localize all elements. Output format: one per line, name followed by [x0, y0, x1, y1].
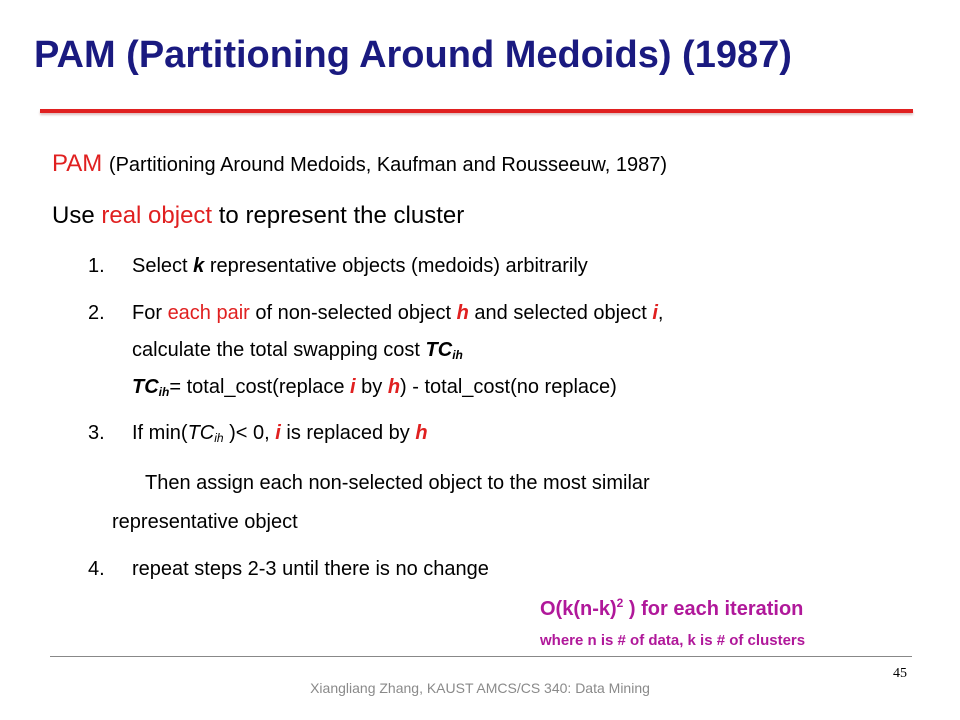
- title-underline: [40, 109, 913, 113]
- complexity-note: where n is # of data, k is # of clusters: [540, 632, 806, 649]
- step-3-line-1: If $\min(TC_{ih}$ )< 0, i is replaced by h: [132, 422, 428, 445]
- pam-description: (Partitioning Around Medoids, Kaufman and Rousseeuw, 1987): [108, 154, 668, 176]
- intro-use-line: [52, 202, 464, 230]
- step-3-then-line-2: representative object: [112, 511, 298, 533]
- complexity-line: $O(k(n-k)^2$ ) for each iteration: [540, 596, 804, 620]
- use-before: Use: [52, 202, 102, 229]
- slide-title: PAM (Partitioning Around Medoids) (1987): [34, 34, 792, 76]
- step-4-number: 4.: [88, 558, 105, 580]
- step-3-then-line-1: Then assign each non-selected object to the most similar: [145, 472, 650, 494]
- step-1-text: Select k representative objects (medoids) arbitrarily: [132, 255, 588, 277]
- intro-pam-line: [52, 150, 667, 178]
- step-2-number: 2.: [88, 302, 105, 324]
- footer-text: Xiangliang Zhang, KAUST AMCS/CS 340: Data Mining: [310, 680, 650, 696]
- use-after: to represent the cluster: [212, 202, 465, 229]
- step-3-number: 3.: [88, 422, 105, 444]
- step-4-text: repeat steps 2-3 until there is no change: [132, 558, 489, 580]
- step-1-number: 1.: [88, 255, 105, 277]
- pam-label: PAM: [52, 150, 103, 177]
- footer-divider: [50, 656, 912, 657]
- step-2-line-2: calculate the total swapping cost $TC_{ih}$: [132, 339, 463, 362]
- step-2-line-3: $TC_{ih}=$ total_cost(replace i by h) - total_cost(no replace): [132, 376, 617, 399]
- step-2-line-1: For each pair of non-selected object h and selected object i,: [132, 302, 664, 324]
- page-number: 45: [893, 666, 907, 681]
- use-highlight: real object: [101, 202, 213, 229]
